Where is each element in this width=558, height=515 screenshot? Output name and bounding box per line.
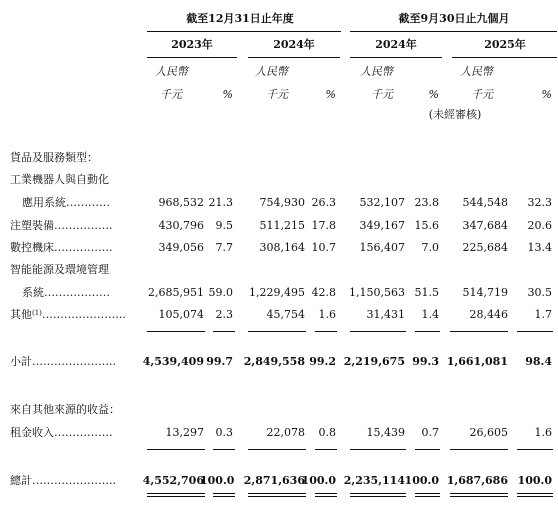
value-2023-amount: 349,056	[158, 241, 204, 254]
value-9m2024-amount: 1,150,563	[349, 286, 405, 299]
section-other-sources: 來自其他來源的收益：	[10, 403, 120, 416]
unit-col1: 千元	[160, 88, 182, 101]
rule-total	[213, 449, 235, 450]
value-9m2025-amount: 544,548	[462, 196, 508, 209]
double-rule	[415, 496, 440, 497]
year-2023: 2023年	[171, 38, 213, 51]
double-rule	[248, 493, 306, 494]
value-2024-pct: 17.8	[311, 219, 336, 232]
value-2024-pct: 42.8	[311, 286, 336, 299]
value-2023-pct: 9.5	[215, 219, 233, 232]
currency-col4: 人民幣	[460, 65, 493, 78]
pct-col3: %	[428, 88, 439, 101]
total-2024-amount: 2,871,636	[243, 474, 305, 487]
double-rule	[350, 496, 406, 497]
value-9m2024-pct: 51.5	[414, 286, 439, 299]
total-9m2024-amount: 2,235,114	[343, 474, 405, 487]
value-9m2025-pct: 1.7	[534, 308, 552, 321]
double-rule	[315, 493, 337, 494]
unit-col3: 千元	[371, 88, 393, 101]
double-rule	[350, 493, 406, 494]
rule-year-1	[147, 57, 237, 58]
value-9m2024-amount: 532,107	[359, 196, 405, 209]
unaudited-note: (未經審核)	[428, 108, 482, 121]
total-9m2025-amount: 1,687,686	[446, 474, 508, 487]
value-2023-pct: 7.7	[215, 241, 233, 254]
row-label-line1: 智能能源及環境管理	[10, 263, 109, 276]
row-label: 注塑裝備…………….	[10, 219, 113, 232]
double-rule	[213, 496, 235, 497]
value-2024-pct: 10.7	[311, 241, 336, 254]
value-2024-amount: 754,930	[259, 196, 305, 209]
subtotal-2024-pct: 99.2	[309, 355, 336, 368]
pct-col4: %	[541, 88, 552, 101]
row-label-line2: 應用系統…………	[22, 196, 110, 209]
value-2024-amount: 308,164	[259, 241, 305, 254]
value-2024-pct: 26.3	[311, 196, 336, 209]
unit-col4: 千元	[471, 88, 493, 101]
rule-sub	[350, 331, 406, 332]
rule-total	[517, 449, 553, 450]
rule-sub	[213, 331, 235, 332]
value-9m2025-pct: 30.5	[527, 286, 552, 299]
value-2024-pct: 0.8	[318, 426, 336, 439]
value-9m2025-amount: 514,719	[462, 286, 508, 299]
footnote-marker: (1)	[32, 309, 42, 317]
value-2024-amount: 45,754	[266, 308, 305, 321]
subtotal-9m2024-amount: 2,219,675	[343, 355, 405, 368]
value-9m2025-amount: 225,684	[462, 241, 508, 254]
double-rule	[248, 496, 306, 497]
year-2024-fy: 2024年	[273, 38, 315, 51]
value-2024-amount: 1,229,495	[249, 286, 305, 299]
double-rule	[415, 493, 440, 494]
double-rule	[517, 496, 553, 497]
rule-year-4	[452, 57, 557, 58]
value-9m2025-pct: 32.3	[527, 196, 552, 209]
rule-total	[415, 449, 440, 450]
row-label: 其他$^{(1)}$…………………..	[10, 308, 126, 321]
value-9m2024-amount: 31,431	[366, 308, 405, 321]
rule-sub	[248, 331, 306, 332]
value-9m2024-pct: 23.8	[414, 196, 439, 209]
rule-total	[315, 449, 337, 450]
unit-col2: 千元	[266, 88, 288, 101]
double-rule	[315, 496, 337, 497]
value-9m2025-amount: 347,684	[462, 219, 508, 232]
header-nine-months: 截至9月30日止九個月	[398, 12, 510, 25]
row-label-line1: 工業機器人與自動化	[10, 173, 109, 186]
header-fiscal-year: 截至12月31日止年度	[186, 12, 294, 25]
value-2023-pct: 0.3	[215, 426, 233, 439]
value-9m2025-amount: 26,605	[469, 426, 508, 439]
value-2024-pct: 1.6	[318, 308, 336, 321]
value-9m2025-amount: 28,446	[469, 308, 508, 321]
total-2023-amount: 4,552,706	[142, 474, 204, 487]
subtotal-2023-pct: 99.7	[206, 355, 233, 368]
value-9m2025-pct: 1.6	[534, 426, 552, 439]
year-2024-9m: 2024年	[375, 38, 417, 51]
year-2025-9m: 2025年	[484, 38, 526, 51]
row-label-line2: 系統………………	[22, 286, 110, 299]
value-2023-amount: 105,074	[158, 308, 204, 321]
row-label: 租金收入…………….	[10, 426, 113, 439]
rule-total	[450, 449, 508, 450]
rule-group1	[147, 31, 341, 32]
double-rule	[147, 496, 205, 497]
value-2023-amount: 2,685,951	[148, 286, 204, 299]
rule-sub	[147, 331, 205, 332]
currency-col2: 人民幣	[255, 65, 288, 78]
subtotal-9m2025-pct: 98.4	[525, 355, 552, 368]
rule-sub	[415, 331, 440, 332]
currency-col3: 人民幣	[360, 65, 393, 78]
value-2023-pct: 2.3	[215, 308, 233, 321]
rule-year-3	[350, 57, 442, 58]
total-9m2024-pct: 100.0	[404, 474, 439, 487]
pct-col2: %	[325, 88, 336, 101]
value-2024-amount: 22,078	[266, 426, 305, 439]
subtotal-2023-amount: 4,539,409	[142, 355, 204, 368]
value-2023-amount: 13,297	[165, 426, 204, 439]
rule-total	[248, 449, 306, 450]
value-2024-amount: 511,215	[259, 219, 305, 232]
subtotal-9m2024-pct: 99.3	[412, 355, 439, 368]
value-2023-amount: 968,532	[158, 196, 204, 209]
value-2023-pct: 21.3	[208, 196, 233, 209]
double-rule	[213, 493, 235, 494]
total-2024-pct: 100.0	[301, 474, 336, 487]
rule-total	[147, 449, 205, 450]
currency-col1: 人民幣	[155, 65, 188, 78]
double-rule	[517, 493, 553, 494]
total-2023-pct: 100.0	[200, 474, 235, 487]
subtotal-label: 小計…………………..	[10, 355, 116, 368]
value-2023-pct: 59.0	[208, 286, 233, 299]
rule-sub	[315, 331, 337, 332]
value-9m2024-pct: 15.6	[414, 219, 439, 232]
value-9m2024-pct: 0.7	[421, 426, 439, 439]
total-9m2025-pct: 100.0	[517, 474, 552, 487]
total-label: 總計…………………..	[10, 474, 116, 487]
value-9m2024-pct: 1.4	[421, 308, 439, 321]
rule-group2	[350, 31, 557, 32]
value-9m2024-amount: 156,407	[359, 241, 405, 254]
value-2023-amount: 430,796	[158, 219, 204, 232]
section-goods-services: 貨品及服務類型：	[10, 151, 98, 164]
row-label: 數控機床…………….	[10, 241, 113, 254]
value-9m2025-pct: 20.6	[527, 219, 552, 232]
value-9m2024-pct: 7.0	[421, 241, 439, 254]
subtotal-2024-amount: 2,849,558	[243, 355, 305, 368]
subtotal-9m2025-amount: 1,661,081	[446, 355, 508, 368]
double-rule	[450, 493, 508, 494]
value-9m2024-amount: 349,167	[359, 219, 405, 232]
value-9m2024-amount: 15,439	[366, 426, 405, 439]
rule-sub	[517, 331, 553, 332]
rule-sub	[450, 331, 508, 332]
pct-col1: %	[222, 88, 233, 101]
double-rule	[147, 493, 205, 494]
rule-total	[350, 449, 406, 450]
double-rule	[450, 496, 508, 497]
rule-year-2	[248, 57, 340, 58]
value-9m2025-pct: 13.4	[527, 241, 552, 254]
